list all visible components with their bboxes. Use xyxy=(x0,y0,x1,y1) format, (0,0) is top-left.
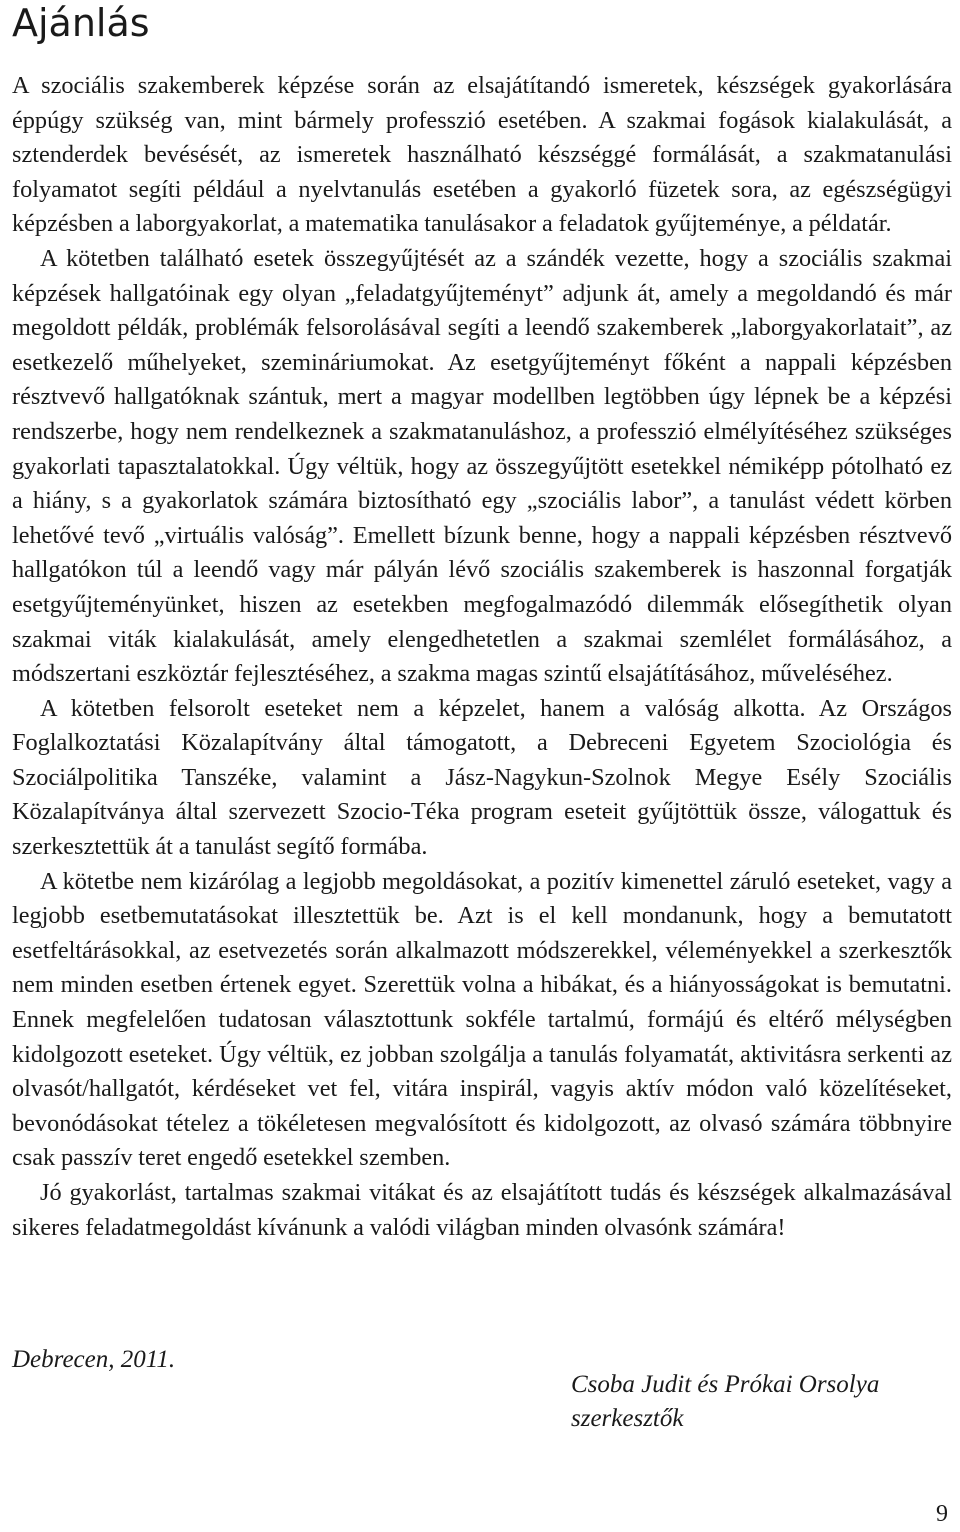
page-title: Ajánlás xyxy=(12,1,150,45)
signature-block xyxy=(571,1368,879,1436)
paragraph-3: A kötetben felsorolt eseteket nem a képzelet, hanem a valóság alkotta. Az Országos Foglalkoztatási Közalapítvány által támogatott, a Debreceni Egyetem Szociológia és Szociálpolitika Tanszéke, valamint a Jász-Nagykun-Szolnok Megye Esély Szociális Közalapítványa által szervezett Szocio-Téka program eseteit gyűjtöttük össze, válogattuk és szerkesztettük át a tanulást segítő formába. xyxy=(12,694,952,861)
page-number: 9 xyxy=(936,1501,948,1527)
paragraph-2: A kötetben található esetek összegyűjtését az a szándék vezette, hogy a szociális szakmai képzések hallgatóinak egy olyan „feladatgyűjteményt” adjunk át, amely a megoldandó és már megoldott példák, problémák felsorolásával segíti a leendő szakemberek „laborgyakorlatait”, az esetkezelő műhelyeket, szemináriumokat. Az esetgyűjteményt főként a nappali képzésben résztvevő hallgatóknak szántuk, mert a magyar modellben legtöbben úgy lépnek be a képzési rendszerbe, hogy nem rendelkeznek a szakmatanuláshoz, a professzió elmélyítéséhez szükséges gyakorlati tapasztalatokkal. Úgy véltük, hogy az összegyűjtött esetekkel némiképp pótolható ez a hiány, s a gyakorlatok számára biztosítható egy „szociális labor”, a tanulást védett körben lehetővé tevő „virtuális valóság”. Emellett bízunk benne, hogy a nappali képzésben résztvevő hallgatókon túl a leendő vagy már pályán lévő szociális szakemberek is haszonnal forgatják esetgyűjteményünket, hiszen az esetekben megfogalmazódó dilemmák elősegíthetik olyan szakmai viták kialakulását, amely elengedhetetlen a szakmai szemlélet formálásához, a módszertani eszköztár fejlesztéséhez, a szakma magas szintű elsajátításához, műveléséhez. xyxy=(12,244,952,688)
place-date: Debrecen, 2011. xyxy=(12,1346,176,1373)
signature-names: Csoba Judit és Prókai Orsolya xyxy=(571,1371,880,1398)
paragraph-4: A kötetbe nem kizárólag a legjobb megoldásokat, a pozitív kimenettel záruló eseteket, vagy a legjobb esetbemutatásokat illesztettük be. Azt is el kell mondanunk, hogy a bemutatott esetfeltárásokkal, az esetvezetés során alkalmazott módszerekkel, véleményekkel a szerkesztők nem minden esetben értenek egyet. Szerettük volna a hibákat, és a hiányosságokat is bemutatni. Ennek megfelelően tudatosan választottunk sokféle tartalmú, formájú és eltérő mélységben kidolgozott eseteket. Úgy véltük, ez jobban szolgálja a tanulás folyamatát, aktivitásra serkenti az olvasót/hallgatót, kérdéseket vet fel, vitára inspirál, vagyis aktív módon való közelítéseket, bevonódásokat tételez a tökéletesen megvalósított és kidolgozott, az olvasó számára többnyire csak passzív teret engedő esetekkel szemben. xyxy=(12,867,952,1172)
paragraph-1: A szociális szakemberek képzése során az elsajátítandó ismeretek, készségek gyakorlására éppúgy szükség van, mint bármely professzió esetében. A szakmai fogások kialakulását, a sztenderdek bevésését, az ismeretek használható készséggé formálását, a szakmatanulási folyamatot segíti például a nyelvtanulás esetében a gyakorló füzetek sora, az egészségügyi képzésben a laborgyakorlat, a matematika tanulásakor a feladatok gyűjteménye, a példatár. xyxy=(12,72,952,238)
paragraph-5: Jó gyakorlást, tartalmas szakmai vitákat és az elsajátított tudás és készségek alkalmazásával sikeres feladatmegoldást kívánunk a valódi világban minden olvasónk számára! xyxy=(12,1179,952,1241)
signature-role: szerkesztők xyxy=(571,1405,684,1432)
body-text xyxy=(12,69,952,1245)
